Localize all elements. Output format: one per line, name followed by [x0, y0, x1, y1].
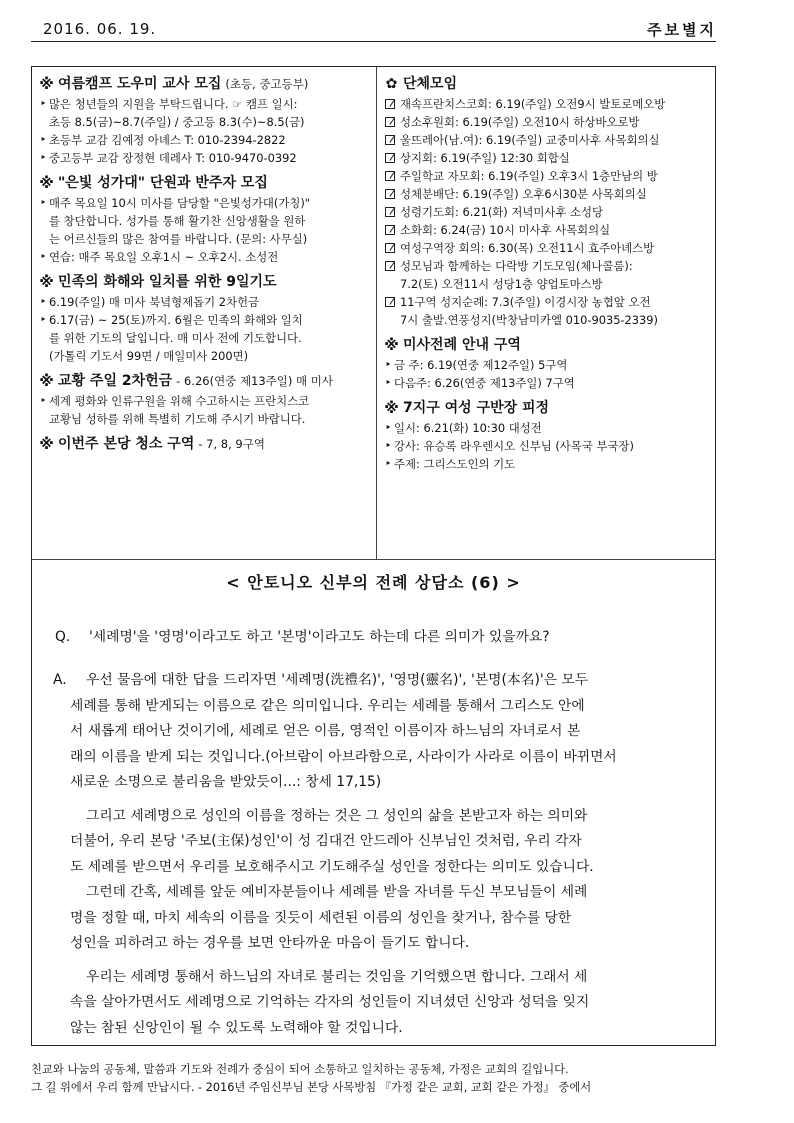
section-subtitle: - 6.26(연중 제13주일) 매 미사 [176, 374, 334, 388]
asterisk-icon: ※ [384, 335, 399, 354]
checkbox-icon [385, 243, 395, 253]
meeting-text: 주일학교 자모회: 6.19(주일) 오후3시 1층만남의 방 [400, 169, 658, 183]
section-title-text: 단체모임 [403, 76, 458, 92]
question-text: '세례명'을 '영명'이라고도 하고 '본명'이라고도 하는데 다른 의미가 있을까요? [89, 629, 550, 645]
asterisk-icon: ※ [39, 434, 54, 453]
checkbox-icon [385, 99, 395, 109]
checkbox-icon [385, 189, 395, 199]
section-subtitle: - 7, 8, 9구역 [198, 437, 265, 451]
list-item: ‣ 세계 평화와 인류구원을 위해 수고하시는 프란치스코 [39, 392, 369, 410]
section-title-text: "은빛 성가대" 단원과 반주자 모집 [58, 175, 268, 191]
meeting-text: 성령기도회: 6.21(화) 저녁미사후 소성당 [400, 205, 603, 219]
meeting-text: 성모님과 함께하는 다락방 기도모임(체나콜룸): [400, 259, 633, 273]
answer-line: 우리는 세례명 통해서 하느님의 자녀로 불리는 것임을 기억했으면 합니다. 그래서 세 [86, 968, 588, 985]
section-divider [32, 559, 715, 560]
checkbox-icon [385, 171, 395, 181]
checkbox-icon [385, 297, 395, 307]
checkbox-icon [385, 261, 395, 271]
meeting-text: 소화회: 6.24(금) 10시 미사후 사목회의실 [400, 223, 611, 237]
section-novena [39, 271, 369, 365]
section-pope-collection [39, 370, 369, 428]
section-summer-camp [39, 73, 369, 167]
answer [53, 668, 705, 1041]
answer-line: 속을 살아가면서도 세례명으로 기억하는 각자의 성인들이 지녀셨던 신앙과 성덕을 잊지 [70, 994, 590, 1010]
paragraph-gap [53, 796, 705, 804]
section-title-text: 7지구 여성 구반장 피정 [403, 400, 550, 416]
asterisk-icon: ※ [39, 173, 54, 192]
qa-title: < 안토니오 신부의 전례 상담소 (6) > [226, 573, 521, 592]
answer-line: 래의 이름을 받게 되는 것입니다.(아브람이 아브라함으로, 사라이가 사라로 이름이 바뀌면서 [70, 748, 617, 765]
answer-line: 그리고 세례명으로 성인의 이름을 정하는 것은 그 성인의 삶을 본받고자 하는 의미와 [86, 807, 588, 824]
meeting-item [384, 203, 710, 221]
list-item: ‣ 강사: 유승록 라우렌시오 신부님 (사목국 부국장) [384, 437, 710, 455]
section-title [39, 370, 369, 392]
list-item: ‣ 많은 청년들의 지원을 부탁드립니다. ☞ 캠프 일시: [39, 95, 369, 113]
list-item: ‣ 금 주: 6.19(연중 제12주일) 5구역 [384, 356, 710, 374]
meeting-text: 상지회: 6.19(주일) 12:30 회합실 [400, 151, 570, 165]
asterisk-icon: ※ [384, 398, 399, 417]
checkbox-icon [385, 117, 395, 127]
list-item: ‣ 중고등부 교감 장정현 데레사 T: 010-9470-0392 [39, 149, 369, 167]
section-title-text: 교황 주일 2차헌금 [58, 373, 173, 389]
answer-line: 성인을 피하려고 하는 경우를 보면 안타까운 마음이 들기도 합니다. [70, 935, 470, 951]
answer-line: 새로운 소명으로 불리움을 받았듯이...: 창세 17,15) [70, 774, 382, 790]
checkbox-icon [385, 153, 395, 163]
meeting-item [384, 95, 710, 113]
page-header [43, 18, 717, 40]
answer-line: 그런데 간혹, 세례를 앞둔 예비자분들이나 세례를 받을 자녀를 두신 부모님들이 세례 [86, 884, 588, 900]
section-group-meetings [384, 73, 710, 329]
section-title [384, 397, 710, 419]
section-title-text: 민족의 화해와 일치를 위한 9일기도 [58, 274, 277, 290]
meeting-item [384, 167, 710, 185]
list-item: ‣ 매주 목요일 10시 미사를 담당할 "은빛성가대(가칭)" [39, 194, 369, 212]
checkbox-icon [385, 207, 395, 217]
checkbox-icon [385, 225, 395, 235]
list-item-cont: 초등 8.5(금)~8.7(주일) / 중고등 8.3(수)~8.5(금) [49, 115, 305, 129]
answer-line [53, 668, 705, 694]
answer-line: 명을 정할 때, 마치 세속의 이름을 짓듯이 세련된 이름의 성인을 찾거나, 참수를 당한 [70, 909, 572, 926]
asterisk-icon: ※ [39, 74, 54, 93]
issue-date: 2016. 06. 19. [43, 20, 157, 38]
section-retreat [384, 397, 710, 473]
section-title-text: 이번주 본당 청소 구역 [58, 436, 195, 452]
answer-line: 도 세례를 받으면서 우리를 보호해주시고 기도해주실 성인을 정한다는 의미도 있습니다. [70, 858, 594, 875]
list-item: ‣ 일시: 6.21(화) 10:30 대성전 [384, 419, 710, 437]
answer-line: 세례를 통해 받게되는 이름으로 같은 의미입니다. 우리는 세례를 통해서 그리스도 안에 [70, 697, 585, 714]
list-item: ‣ 초등부 교감 김예정 아녜스 T: 010-2394-2822 [39, 131, 369, 149]
answer-text: 우선 물음에 대한 답을 드리자면 '세례명(洗禮名)', '영명(靈名)', '본명(本名)'은 모두 [86, 672, 589, 688]
list-item: ‣ 연습: 매주 목요일 오후1시 ~ 오후2시. 소성전 [39, 248, 369, 266]
section-title [384, 73, 710, 95]
section-title-text: 여름캠프 도우미 교사 모집 [58, 76, 222, 92]
asterisk-icon: ※ [39, 272, 54, 291]
column-divider [376, 67, 377, 559]
answer-line: 서 새롭게 태어난 것이기에, 세례로 얻은 이름, 영적인 이름이자 하느님의 자녀로서 본 [70, 723, 581, 739]
section-liturgy-zone [384, 334, 710, 392]
section-title-text: 미사전례 안내 구역 [403, 337, 521, 353]
footer-line: 그 길 위에서 우리 함께 만납시다. - 2016년 주임신부님 본당 사목방침 『가정 같은 교회, 교회 같은 가정』 중에서 [31, 1081, 592, 1094]
list-item: ‣ 다음주: 6.26(연중 제13주일) 7구역 [384, 374, 710, 392]
checkbox-icon [385, 135, 395, 145]
meeting-item [384, 221, 710, 239]
answer-line: 않는 참된 신앙인이 될 수 있도록 노력해야 할 것입니다. [70, 1019, 403, 1036]
section-title [384, 334, 710, 356]
question [55, 625, 695, 645]
list-item: ‣ 6.17(금) ~ 25(토)까지. 6월은 민족의 화해와 일치 [39, 311, 369, 329]
section-title [39, 271, 369, 293]
list-item-cont: 는 어르신들의 많은 참여를 바랍니다. (문의: 사무실) [49, 232, 308, 246]
meeting-item [384, 293, 710, 311]
section-title [39, 73, 369, 95]
section-title [39, 172, 369, 194]
list-item-cont: 를 위한 기도의 달입니다. 매 미사 전에 기도합니다. [49, 331, 302, 345]
question-mark: Q. [55, 629, 71, 645]
meeting-text: 재속프란치스코회: 6.19(주일) 오전9시 발토로메오방 [400, 97, 666, 111]
list-item-cont: 교황님 성하를 위해 특별히 기도해 주시기 바랍니다. [49, 412, 306, 426]
section-subtitle: (초등, 중고등부) [225, 77, 309, 91]
meeting-text: 여성구역장 회의: 6.30(목) 오전11시 효주아녜스방 [400, 241, 655, 255]
meeting-item [384, 257, 710, 275]
answer-mark: A. [53, 672, 67, 688]
bulletin-label: 주보별지 [647, 21, 717, 39]
page-footer [31, 1061, 731, 1097]
meeting-text: 울뜨레아(남.여): 6.19(주일) 교중미사후 사목회의실 [400, 133, 660, 147]
bulletin-frame [31, 66, 716, 1046]
section-cleaning [39, 433, 369, 455]
meeting-item-cont: 7시 출발.연풍성지(박창남미카엘 010-9035-2339) [400, 313, 658, 327]
left-column [39, 73, 369, 460]
meeting-item-cont: 7.2(토) 오전11시 성당1층 양업토마스방 [400, 277, 603, 291]
section-silver-choir [39, 172, 369, 266]
meeting-item [384, 149, 710, 167]
list-item: ‣ 6.19(주일) 매 미사 북녘형제돕기 2차헌금 [39, 293, 369, 311]
meeting-item [384, 113, 710, 131]
meeting-text: 성체분배단: 6.19(주일) 오후6시30분 사목회의실 [400, 187, 647, 201]
meeting-item [384, 131, 710, 149]
asterisk-icon: ※ [39, 371, 54, 390]
meeting-item [384, 239, 710, 257]
right-column [384, 73, 710, 478]
meeting-text: 11구역 성지순례: 7.3(주일) 이경시장 농협앞 오전 [400, 295, 651, 309]
list-item-cont: (가톨릭 기도서 99면 / 매일미사 200면) [49, 349, 249, 363]
footer-line: 친교와 나눔의 공동체, 말씀과 기도와 전례가 중심이 되어 소통하고 일치하는 공동체, 가정은 교회의 길입니다. [31, 1063, 569, 1076]
answer-line: 더불어, 우리 본당 '주보(主保)성인'이 성 김대건 안드레아 신부님인 것처럼, 우리 각자 [70, 833, 582, 849]
paragraph-gap [53, 957, 705, 965]
meeting-item [384, 185, 710, 203]
notice-area [32, 67, 715, 559]
section-title [39, 433, 369, 455]
list-item: ‣ 주제: 그리스도인의 기도 [384, 455, 710, 473]
meeting-text: 성소후원회: 6.19(주일) 오전10시 하상바오로방 [400, 115, 640, 129]
header-rule [31, 41, 716, 42]
flower-icon: ✿ [385, 75, 398, 92]
list-item-cont: 를 창단합니다. 성가를 통해 활기찬 신앙생활을 원하 [49, 214, 306, 228]
